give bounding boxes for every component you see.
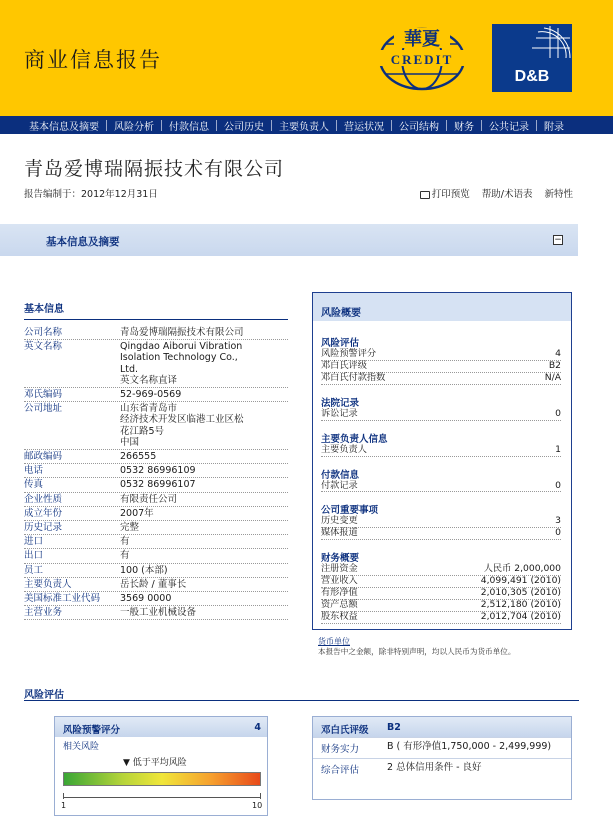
info-value-line: 有 — [120, 536, 130, 548]
info-label: 公司名称 — [24, 327, 63, 338]
info-label: 英文名称 — [24, 341, 63, 353]
risk-label: 有形净值 — [321, 587, 358, 599]
info-row — [24, 450, 288, 464]
risk-value: 0 — [555, 527, 561, 539]
risk-group-title: 付款信息 — [321, 469, 360, 481]
risk-overview-panel — [312, 292, 572, 630]
basic-info — [24, 300, 288, 620]
info-value-line: 0532 86996109 — [120, 465, 196, 477]
gauge-score: 4 — [254, 722, 261, 733]
risk-value: 4 — [555, 348, 561, 359]
gauge-bar — [63, 772, 261, 786]
info-value-line: 有限责任公司 — [120, 493, 178, 505]
info-value — [120, 341, 288, 386]
info-value-line: 山东省青岛市 — [120, 403, 178, 415]
rating-value-text: B ( 有形净值1,750,000 - 2,499,999) — [387, 741, 552, 752]
risk-row — [321, 528, 561, 540]
info-label: 电话 — [24, 465, 44, 477]
info-value-line: 0532 86996107 — [120, 479, 196, 491]
risk-row — [321, 409, 561, 421]
info-label: 企业性质 — [24, 493, 63, 505]
info-value-line: 青岛爱博瑞隔振技术有限公司 — [120, 327, 244, 338]
nav-item[interactable]: 基本信息及摘要 — [29, 121, 99, 133]
info-value-line: 52-969-0569 — [120, 389, 182, 401]
risk-row — [321, 445, 561, 457]
risk-value: 2,512,180 (2010) — [480, 598, 561, 610]
risk-value: 0 — [555, 407, 561, 419]
info-value-line: 经济技术开发区临港工业区松 — [120, 414, 244, 426]
risk-label: 历史变更 — [321, 515, 358, 527]
risk-label: 注册资金 — [321, 563, 358, 575]
section-header — [0, 224, 578, 256]
risk-row — [321, 481, 561, 493]
info-label: 邓氏编码 — [24, 389, 63, 401]
info-value — [120, 327, 288, 338]
info-row — [24, 606, 288, 620]
info-label: 成立年份 — [24, 507, 63, 519]
risk-value: 2,010,305 (2010) — [480, 587, 561, 599]
risk-label: 媒体报道 — [321, 527, 358, 539]
info-row — [24, 326, 288, 340]
info-value-line: Ltd. — [120, 363, 139, 375]
currency-unit-link[interactable]: 货币单位 — [318, 637, 350, 646]
nav-item[interactable]: 附录 — [544, 121, 564, 133]
basic-info-title: 基本信息 — [24, 300, 288, 320]
info-value-line: 266555 — [120, 451, 157, 463]
info-label: 传真 — [24, 479, 44, 491]
info-label: 出口 — [24, 550, 44, 562]
rating-row — [313, 758, 571, 779]
header-banner — [0, 0, 613, 116]
info-label: 主营业务 — [24, 607, 63, 619]
risk-score-gauge — [54, 716, 268, 816]
info-value-line: 花江路5号 — [120, 425, 165, 437]
info-value — [120, 550, 288, 561]
info-row — [24, 507, 288, 521]
info-row — [24, 478, 288, 492]
info-value — [120, 508, 288, 519]
info-label: 美国标准工业代码 — [24, 593, 101, 605]
nav-item[interactable]: 公司结构 — [399, 121, 439, 133]
risk-label: 诉讼记录 — [321, 407, 358, 419]
info-value-line: 岳长龄 / 董事长 — [120, 578, 187, 590]
info-value — [120, 465, 288, 476]
huaxia-credit-logo — [366, 24, 478, 94]
info-value — [120, 522, 288, 533]
info-row — [24, 388, 288, 402]
gauge-header — [55, 717, 267, 737]
risk-group-title: 财务概要 — [321, 553, 360, 565]
risk-label: 股东权益 — [321, 610, 358, 622]
dnb-logo: D&B — [492, 24, 572, 92]
gauge-max-label: 10 — [252, 801, 263, 810]
risk-row — [321, 373, 561, 385]
risk-overview-title: 风险概要 — [313, 293, 571, 321]
section-title: 基本信息及摘要 — [46, 236, 120, 248]
nav-item[interactable]: 付款信息 — [169, 121, 209, 133]
info-value-line: Qingdao Aiborui Vibration — [120, 341, 243, 353]
info-value-line: Isolation Technology Co., — [120, 352, 238, 364]
info-row — [24, 592, 288, 606]
risk-value: 3 — [555, 515, 561, 527]
info-value-line: 中国 — [120, 436, 140, 448]
nav-item[interactable]: 公司历史 — [224, 121, 264, 133]
info-value — [120, 565, 288, 576]
spacer — [321, 385, 561, 392]
info-label: 员工 — [24, 564, 44, 576]
spacer — [321, 492, 561, 499]
report-date: 报告编制于：2012年12月31日 — [24, 189, 158, 200]
info-value-line: 100 (本部) — [120, 564, 168, 576]
info-value-line: 有 — [120, 550, 130, 562]
info-label: 邮政编码 — [24, 451, 63, 463]
risk-group-title: 主要负责人信息 — [321, 433, 388, 445]
info-value-line: 2007年 — [120, 507, 154, 519]
risk-assessment-title: 风险评估 — [24, 690, 64, 701]
info-value-line: 英文名称直译 — [120, 374, 178, 386]
info-row — [24, 549, 288, 563]
nav-item[interactable]: 营运状况 — [344, 121, 384, 133]
info-value — [120, 451, 288, 462]
gauge-marker: ▼ 低于平均风险 — [123, 758, 187, 768]
info-row — [24, 464, 288, 478]
new-features-link[interactable]: 新特性 — [544, 189, 573, 200]
divider — [24, 700, 579, 701]
risk-value: 0 — [555, 479, 561, 491]
toolbar — [420, 186, 573, 200]
info-row — [24, 493, 288, 507]
risk-value: 1 — [555, 443, 561, 455]
globe-icon — [492, 24, 572, 64]
gauge-tick — [63, 793, 64, 799]
risk-label: 营业收入 — [321, 575, 358, 587]
report-title: 商业信息报告 — [24, 48, 162, 72]
info-row — [24, 564, 288, 578]
info-value — [120, 579, 288, 590]
gauge-tick — [260, 793, 261, 799]
info-row — [24, 535, 288, 549]
risk-label: 主要负责人 — [321, 443, 367, 455]
main-nav — [0, 116, 613, 134]
spacer — [321, 540, 561, 547]
rating-row — [313, 737, 571, 758]
info-value — [120, 494, 288, 505]
risk-group-title: 公司重要事项 — [321, 505, 379, 517]
rating-value-text: 2 总体信用条件 - 良好 — [387, 762, 482, 773]
risk-value: N/A — [544, 371, 561, 383]
rating-title: 邓白氏评级 — [321, 725, 369, 736]
spacer — [321, 457, 561, 464]
risk-value: 4,099,491 (2010) — [480, 575, 561, 587]
printer-icon — [420, 191, 430, 199]
info-row — [24, 402, 288, 450]
info-value — [120, 593, 288, 604]
info-value-line: 一般工业机械设备 — [120, 607, 197, 619]
info-label: 进口 — [24, 536, 44, 548]
risk-row — [321, 612, 561, 624]
currency-note: 本报告中之金额，除非特别声明，均以人民币为货币单位。 — [318, 647, 516, 656]
gauge-subtitle: 相关风险 — [63, 742, 100, 752]
risk-group-title: 风险评估 — [321, 338, 360, 349]
risk-value: 人民币 2,000,000 — [483, 563, 561, 575]
collapse-icon[interactable]: − — [554, 235, 562, 245]
print-preview-link[interactable]: 打印预览 — [420, 186, 470, 200]
info-label: 公司地址 — [24, 403, 63, 415]
info-value-line: 完整 — [120, 522, 140, 534]
info-value-line: 3569 0000 — [120, 593, 172, 605]
nav-item[interactable]: 公共记录 — [489, 121, 529, 133]
nav-item[interactable]: 风险分析 — [114, 121, 154, 133]
dnb-rating-panel — [312, 716, 572, 800]
rating-label: 财务实力 — [321, 744, 360, 755]
help-link[interactable]: 帮助/术语表 — [481, 189, 533, 200]
risk-label: 风险预警评分 — [321, 348, 377, 359]
risk-label: 邓白氏付款指数 — [321, 371, 386, 383]
info-value — [120, 536, 288, 547]
nav-item[interactable]: 财务 — [454, 121, 474, 133]
risk-value: 2,012,704 (2010) — [480, 610, 561, 622]
risk-label: 付款记录 — [321, 479, 358, 491]
info-row — [24, 521, 288, 535]
gauge-min-label: 1 — [61, 801, 67, 810]
risk-label: 资产总额 — [321, 598, 358, 610]
info-label: 主要负责人 — [24, 578, 72, 590]
gauge-axis — [63, 797, 261, 798]
svg-text:CREDIT: CREDIT — [390, 52, 454, 67]
rating-header — [313, 717, 571, 737]
svg-text:華夏: 華夏 — [404, 29, 440, 50]
info-row — [24, 578, 288, 592]
gauge-title: 风险预警评分 — [63, 725, 121, 736]
risk-group-title: 法院记录 — [321, 397, 360, 409]
info-value — [120, 607, 288, 618]
rating-label: 综合评估 — [321, 765, 360, 776]
info-row — [24, 340, 288, 388]
rating-value: B2 — [387, 722, 401, 733]
risk-value: B2 — [548, 359, 561, 371]
spacer — [321, 421, 561, 428]
info-value — [120, 389, 288, 400]
risk-label: 邓白氏评级 — [321, 359, 367, 371]
info-value — [120, 403, 288, 448]
info-value — [120, 479, 288, 490]
info-label: 历史记录 — [24, 522, 63, 534]
nav-item[interactable]: 主要负责人 — [279, 121, 329, 133]
company-name: 青岛爱博瑞隔振技术有限公司 — [24, 158, 285, 180]
